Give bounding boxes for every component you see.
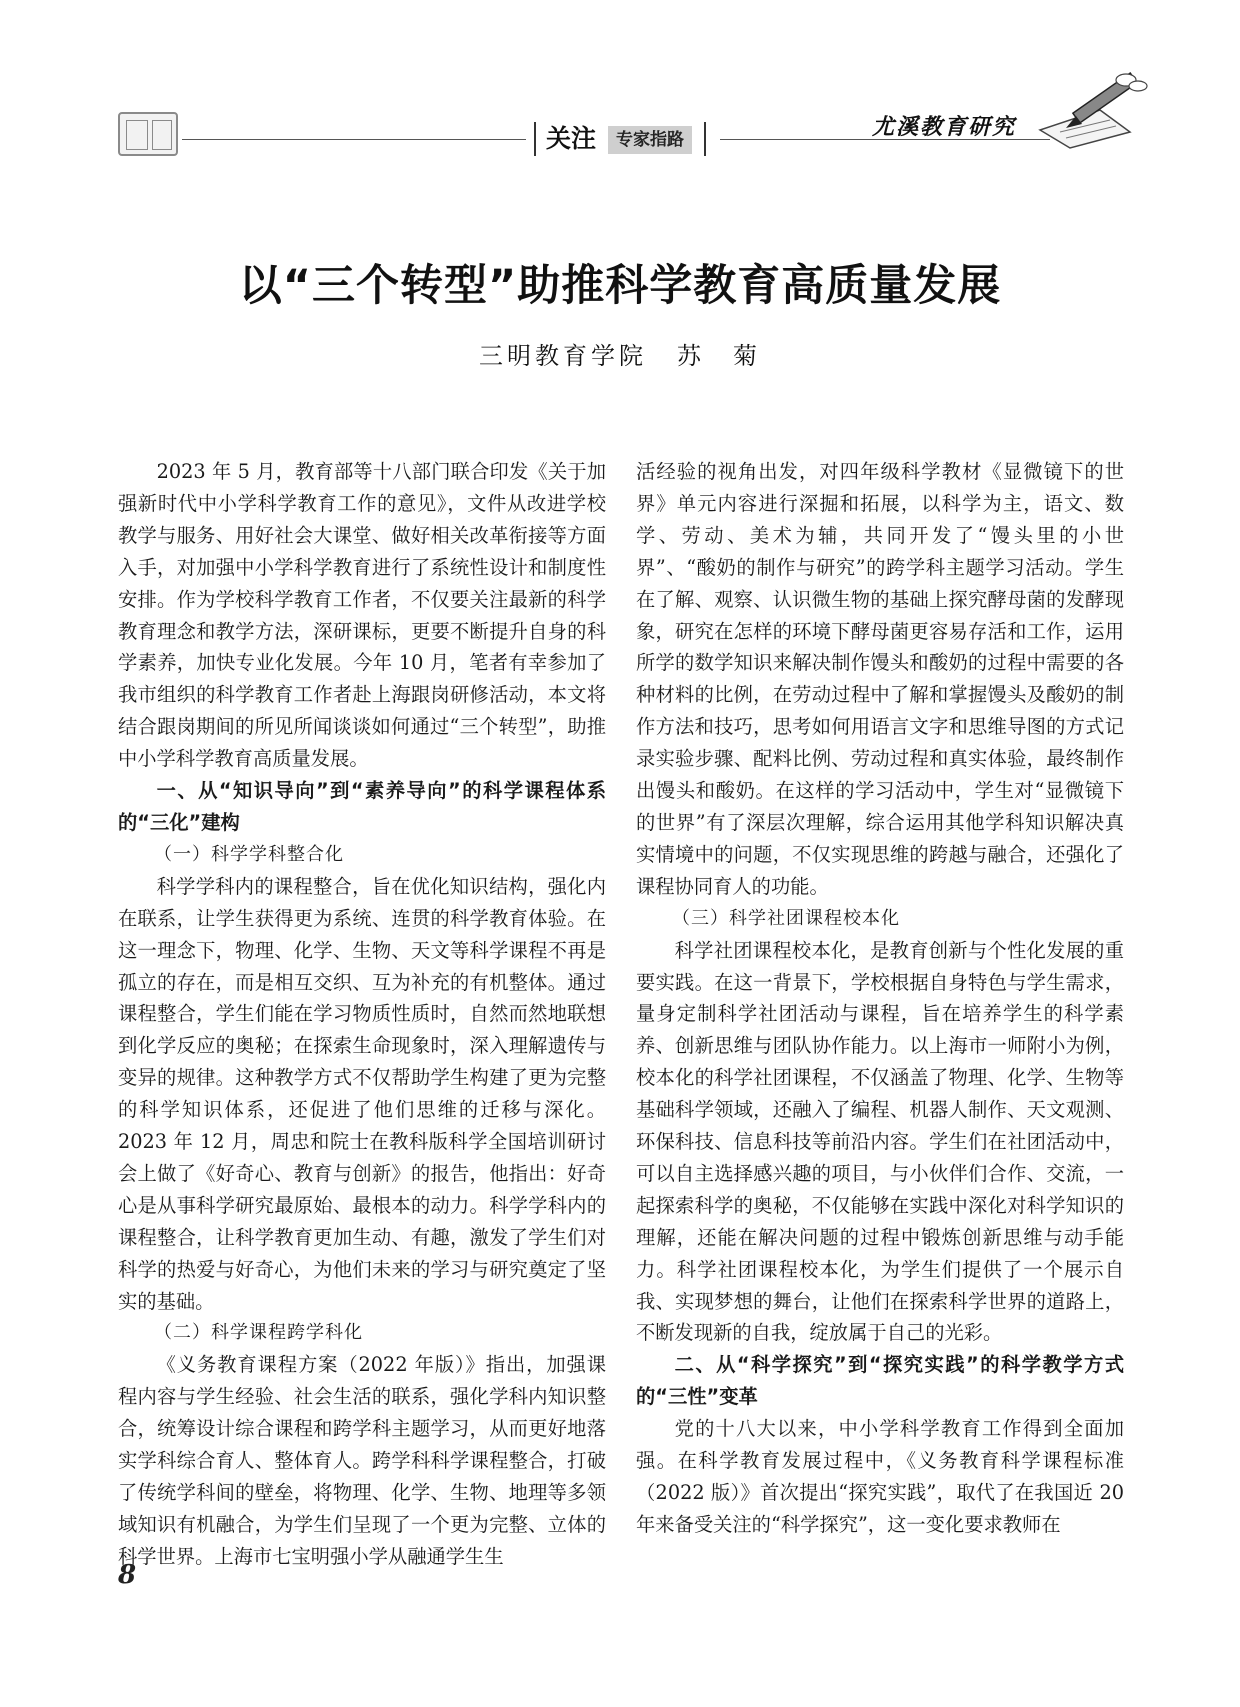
subsection-heading-1: （一）科学学科整合化 xyxy=(154,843,344,865)
journal-name: 尤溪教育研究 xyxy=(872,114,1017,140)
page-header xyxy=(0,0,1240,200)
header-rule-left xyxy=(182,139,526,140)
header-bar-left xyxy=(534,122,536,156)
author: 苏 菊 xyxy=(677,342,761,370)
right-column xyxy=(636,456,1124,1541)
paragraph: 《义务教育课程方案（2022 年版）》指出，加强课程内容与学生经验、社会生活的联系，强化学科内知识整合，统筹设计综合课程和跨学科主题学习，从而更好地落实学科综合育人、整体育人。跨学科科学课程整合，打破了传统学科间的壁垒，将物理、化学、生物、地理等多领域知识有机融合，为学生们呈现了一个更为完整、立体的科学世界。上海市七宝明强小学从融通学生生 xyxy=(118,1353,606,1568)
left-column xyxy=(118,456,606,1573)
column-tag: 专家指路 xyxy=(608,126,692,154)
seal-logo xyxy=(118,112,178,156)
section-heading-1: 一、从“知识导向”到“素养导向”的科学课程体系的“三化”建构 xyxy=(118,779,606,834)
paragraph: 科学学科内的课程整合，旨在优化知识结构，强化内在联系，让学生获得更为系统、连贯的科学教育体验。在这一理念下，物理、化学、生物、天文等科学课程不再是孤立的存在，而是相互交织、互为补充的有机整体。通过课程整合，学生们能在学习物质性质时，自然而然地联想到化学反应的奥秘；在探索生命现象时，深入理解遗传与变异的规律。这种教学方式不仅帮助学生构建了更为完整的科学知识体系，还促进了他们思维的迁移与深化。2023 年 12 月，周忠和院士在教科版科学全国培训研讨会上做了《好奇心、教育与创新》的报告，他指出：好奇心是从事科学研究最原始、最根本的动力。科学学科内的课程整合，让科学教育更加生动、有趣，激发了学生们对科学的热爱与好奇心，为他们未来的学习与研究奠定了坚实的基础。 xyxy=(118,874,606,1313)
section-heading-2: 二、从“科学探究”到“探究实践”的科学教学方式的“三性”变革 xyxy=(636,1353,1124,1409)
paragraph: 党的十八大以来，中小学科学教育工作得到全面加强。在科学教育发展过程中，《义务教育科学课程标准（2022 版）》首次提出“探究实践”，取代了在我国近 20 年来备受关注的“科学探究”，这一变化要求教师在 xyxy=(636,1417,1124,1536)
header-bar-right xyxy=(704,122,706,156)
pencil-icon xyxy=(1030,70,1150,150)
paragraph: 活经验的视角出发，对四年级科学教材《显微镜下的世界》单元内容进行深掘和拓展，以科学为主，语文、数学、劳动、美术为辅，共同开发了“馒头里的小世界”、“酸奶的制作与研究”的跨学科主题学习活动。学生在了解、观察、认识微生物的基础上探究酵母菌的发酵现象，研究在怎样的环境下酵母菌更容易存活和工作，运用所学的数学知识来解决制作馒头和酸奶的过程中需要的各种材料的比例，在劳动过程中了解和掌握馒头及酸奶的制作方法和技巧，思考如何用语言文字和思维导图的方式记录实验步骤、配料比例、劳动过程和真实体验，最终制作出馒头和酸奶。在这样的学习活动中，学生对“显微镜下的世界”有了深层次理解，综合运用其他学科知识解决真实情境中的问题，不仅实现思维的跨越与融合，还强化了课程协同育人的功能。 xyxy=(636,460,1124,898)
paragraph: 科学社团课程校本化，是教育创新与个性化发展的重要实践。在这一背景下，学校根据自身特色与学生需求，量身定制科学社团活动与课程，旨在培养学生的科学素养、创新思维与团队协作能力。以上海市一师附小为例，校本化的科学社团课程，不仅涵盖了物理、化学、生物等基础科学领域，还融入了编程、机器人制作、天文观测、环保科技、信息科技等前沿内容。学生们在社团活动中，可以自主选择感兴趣的项目，与小伙伴们合作、交流，一起探索科学的奥秘，不仅能够在实践中深化对科学知识的理解，还能在解决问题的过程中锻炼创新思维与动手能力。科学社团课程校本化，为学生们提供了一个展示自我、实现梦想的舞台，让他们在探索科学世界的道路上，不断发现新的自我，绽放属于自己的光彩。 xyxy=(636,938,1124,1345)
subsection-heading-2: （二）科学课程跨学科化 xyxy=(154,1322,363,1344)
page-number: 8 xyxy=(118,1560,137,1590)
column-label: 关注 xyxy=(546,124,597,153)
byline xyxy=(0,336,1240,371)
paragraph: 2023 年 5 月，教育部等十八部门联合印发《关于加强新时代中小学科学教育工作的意见》，文件从改进学校教学与服务、用好社会大课堂、做好相关改革衔接等方面入手，对加强中小学科学教育进行了系统性设计和制度性安排。作为学校科学教育工作者，不仅要关注最新的科学教育理念和教学方法，深研课标，更要不断提升自身的科学素养，加快专业化发展。今年 10 月，笔者有幸参加了我市组织的科学教育工作者赴上海跟岗研修活动，本文将结合跟岗期间的所见所闻谈谈如何通过“三个转型”，助推中小学科学教育高质量发展。 xyxy=(118,460,606,771)
subsection-heading-3: （三）科学社团课程校本化 xyxy=(672,907,900,929)
affiliation: 三明教育学院 xyxy=(479,342,647,370)
article-title: 以“三个转型”助推科学教育高质量发展 xyxy=(238,261,1002,311)
